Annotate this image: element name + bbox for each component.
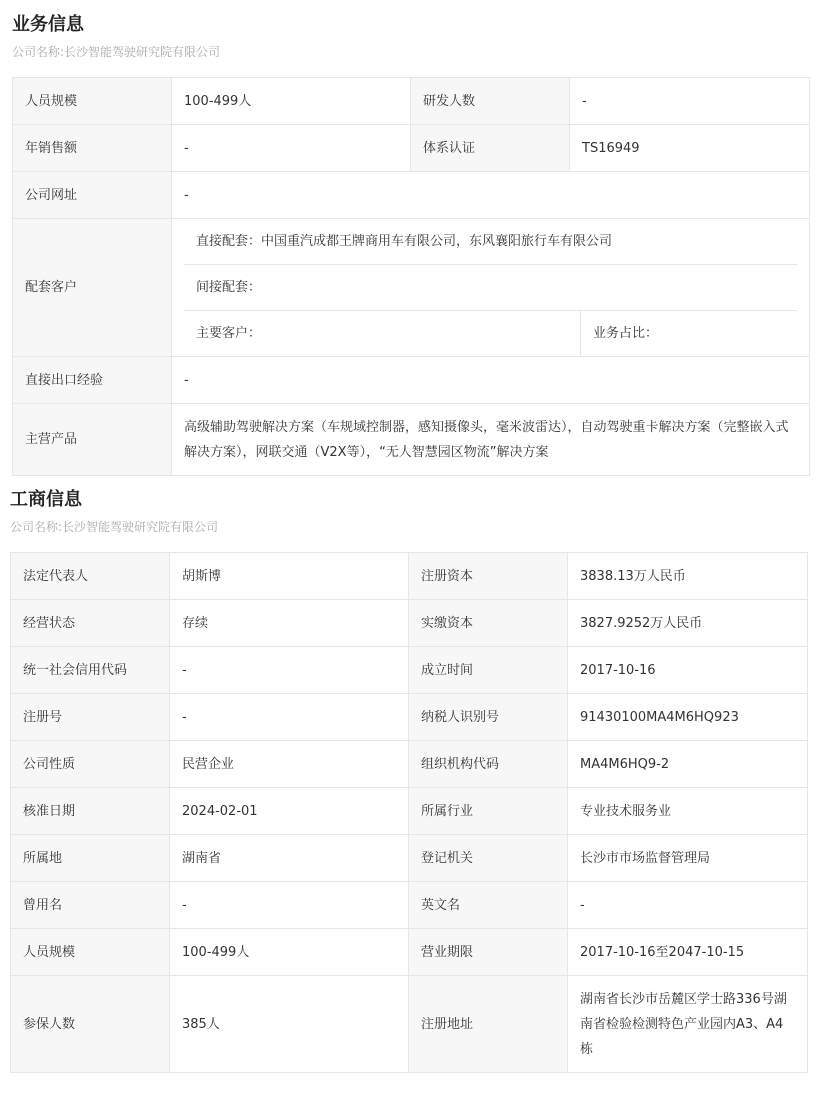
table-row: [11, 600, 808, 647]
annual-sales-value: -: [172, 125, 411, 172]
customers-label: 配套客户: [13, 219, 172, 357]
table-row: [11, 553, 808, 600]
indirect-support: 间接配套：: [184, 265, 797, 311]
table-row: [11, 741, 808, 788]
credit-code-label: 统一社会信用代码: [11, 647, 170, 694]
registration-no-label: 注册号: [11, 694, 170, 741]
staff-size-value: 100-499人: [172, 78, 411, 125]
operating-status-value: 存续: [170, 600, 409, 647]
operating-status-label: 经营状态: [11, 600, 170, 647]
legal-rep-value: 胡斯博: [170, 553, 409, 600]
major-customers: 主要客户：: [184, 311, 581, 356]
established-date-value: 2017-10-16: [568, 647, 808, 694]
business-term-value: 2017-10-16至2047-10-15: [568, 929, 808, 976]
business-info-table: [12, 77, 810, 476]
org-code-value: MA4M6HQ9-2: [568, 741, 808, 788]
table-row: [13, 219, 810, 357]
location-label: 所属地: [11, 835, 170, 882]
industry-label: 所属行业: [409, 788, 568, 835]
former-name-value: -: [170, 882, 409, 929]
table-row: [11, 694, 808, 741]
table-row: [11, 835, 808, 882]
table-row: [13, 357, 810, 404]
business-term-label: 营业期限: [409, 929, 568, 976]
english-name-value: -: [568, 882, 808, 929]
approval-date-label: 核准日期: [11, 788, 170, 835]
table-row: [11, 882, 808, 929]
taxpayer-id-label: 纳税人识别号: [409, 694, 568, 741]
table-row: [13, 172, 810, 219]
export-value: -: [172, 357, 810, 404]
registered-capital-label: 注册资本: [409, 553, 568, 600]
rd-count-value: -: [570, 78, 810, 125]
approval-date-value: 2024-02-01: [170, 788, 409, 835]
insured-count-label: 参保人数: [11, 976, 170, 1073]
established-date-label: 成立时间: [409, 647, 568, 694]
registry-company-name: 公司名称:长沙智能驾驶研究院有限公司: [10, 520, 219, 534]
company-type-label: 公司性质: [11, 741, 170, 788]
taxpayer-id-value: 91430100MA4M6HQ923: [568, 694, 808, 741]
table-row: [11, 929, 808, 976]
registered-capital-value: 3838.13万人民币: [568, 553, 808, 600]
former-name-label: 曾用名: [11, 882, 170, 929]
direct-support: 直接配套：中国重汽成都王牌商用车有限公司，东风襄阳旅行车有限公司: [184, 219, 797, 265]
registered-address-label: 注册地址: [409, 976, 568, 1073]
location-value: 湖南省: [170, 835, 409, 882]
registration-authority-label: 登记机关: [409, 835, 568, 882]
table-row: [13, 78, 810, 125]
staff-size-value: 100-499人: [170, 929, 409, 976]
registered-address-value: 湖南省长沙市岳麓区学士路336号湖南省检验检测特色产业园内A3、A4栋: [568, 976, 808, 1073]
table-row: [11, 788, 808, 835]
products-label: 主营产品: [13, 404, 172, 476]
registration-authority-value: 长沙市市场监督管理局: [568, 835, 808, 882]
english-name-label: 英文名: [409, 882, 568, 929]
table-row: [11, 647, 808, 694]
business-share: 业务占比：: [593, 326, 659, 341]
business-info-title: 业务信息: [12, 14, 84, 35]
credit-code-value: -: [170, 647, 409, 694]
registry-info-table: [10, 552, 808, 1073]
industry-value: 专业技术服务业: [568, 788, 808, 835]
annual-sales-label: 年销售额: [13, 125, 172, 172]
website-value: -: [172, 172, 810, 219]
staff-size-label: 人员规模: [13, 78, 172, 125]
company-type-value: 民营企业: [170, 741, 409, 788]
org-code-label: 组织机构代码: [409, 741, 568, 788]
table-row: [13, 404, 810, 476]
rd-count-label: 研发人数: [411, 78, 570, 125]
table-row: [13, 125, 810, 172]
website-label: 公司网址: [13, 172, 172, 219]
system-cert-value: TS16949: [570, 125, 810, 172]
products-value: 高级辅助驾驶解决方案（车规域控制器，感知摄像头，毫米波雷达），自动驾驶重卡解决方案（完整嵌入式解决方案），网联交通（V2X等），“无人智慧园区物流”解决方案: [172, 404, 810, 476]
registration-no-value: -: [170, 694, 409, 741]
customers-split-row: [184, 311, 797, 356]
staff-size-label: 人员规模: [11, 929, 170, 976]
paid-in-capital-value: 3827.9252万人民币: [568, 600, 808, 647]
system-cert-label: 体系认证: [411, 125, 570, 172]
paid-in-capital-label: 实缴资本: [409, 600, 568, 647]
registry-info-title: 工商信息: [10, 489, 82, 510]
export-label: 直接出口经验: [13, 357, 172, 404]
business-company-name: 公司名称:长沙智能驾驶研究院有限公司: [12, 45, 221, 59]
table-row: [11, 976, 808, 1073]
insured-count-value: 385人: [170, 976, 409, 1073]
customers-cell: [172, 219, 810, 357]
legal-rep-label: 法定代表人: [11, 553, 170, 600]
